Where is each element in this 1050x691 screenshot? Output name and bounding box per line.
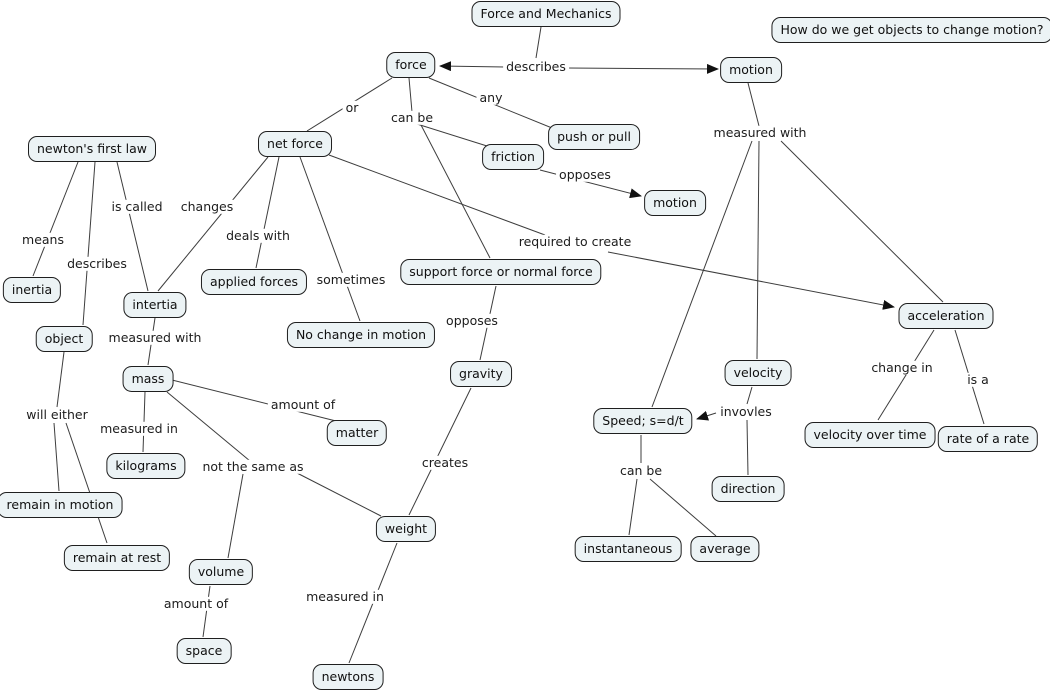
- link-is-a[interactable]: is a: [964, 373, 992, 387]
- link-describes-left[interactable]: describes: [64, 257, 130, 271]
- node-inertia[interactable]: inertia: [3, 277, 61, 303]
- node-weight[interactable]: weight: [376, 516, 436, 542]
- node-speed[interactable]: Speed; s=d/t: [593, 408, 692, 434]
- node-instantaneous[interactable]: instantaneous: [575, 536, 682, 562]
- link-measured-with-motion[interactable]: measured with: [711, 126, 810, 140]
- edge-force-canbe: [409, 78, 412, 112]
- link-not-the-same-as[interactable]: not the same as: [199, 460, 306, 474]
- edge-title-describes: [536, 27, 541, 58]
- link-creates[interactable]: creates: [419, 456, 471, 470]
- edge-describes-force-arrow: [440, 66, 505, 67]
- node-newtons-first-law[interactable]: newton's first law: [28, 136, 156, 162]
- link-describes-top[interactable]: describes: [503, 60, 569, 74]
- edge-netforce-sometimes-nochange: [300, 157, 360, 321]
- node-net-force[interactable]: net force: [258, 131, 332, 157]
- edge-notthesameas-weight: [297, 473, 381, 516]
- edge-measuredwith-velocity: [757, 141, 759, 359]
- edge-willeither-remaininmotion: [54, 423, 59, 491]
- edge-velocity-invovles: [747, 387, 752, 404]
- edge-canbe-instantaneous: [629, 479, 637, 535]
- node-velocity[interactable]: velocity: [725, 360, 792, 386]
- link-any[interactable]: any: [477, 91, 506, 105]
- link-measured-in-kg[interactable]: measured in: [97, 422, 181, 436]
- node-push-or-pull[interactable]: push or pull: [548, 124, 640, 150]
- edge-willeither-remainatrest: [66, 423, 107, 543]
- node-mass[interactable]: mass: [123, 366, 174, 392]
- node-gravity[interactable]: gravity: [450, 361, 512, 387]
- link-will-either[interactable]: will either: [23, 408, 90, 422]
- link-opposes-friction[interactable]: opposes: [556, 168, 614, 182]
- edge-object-willeither: [57, 352, 64, 407]
- node-newtons[interactable]: newtons: [313, 664, 384, 690]
- node-rate-of-a-rate[interactable]: rate of a rate: [938, 426, 1038, 452]
- node-matter[interactable]: matter: [327, 420, 387, 446]
- edge-measuredwith-acceleration: [781, 141, 943, 302]
- edge-requiredtocreate-acceleration-arrow: [608, 252, 894, 307]
- node-acceleration[interactable]: acceleration: [898, 303, 993, 329]
- edge-canbe-average: [650, 479, 716, 536]
- link-can-be-top[interactable]: can be: [388, 111, 436, 125]
- edge-describes-motion-arrow: [567, 68, 718, 69]
- node-remain-at-rest[interactable]: remain at rest: [64, 545, 170, 571]
- node-friction[interactable]: friction: [482, 144, 544, 170]
- edge-canbe-friction: [417, 124, 487, 146]
- link-changes[interactable]: changes: [178, 200, 237, 214]
- node-force[interactable]: force: [386, 52, 435, 78]
- edge-motion-measuredwith: [748, 83, 759, 126]
- edge-gravity-creates-weight: [409, 388, 471, 515]
- edge-law-iscalled-intertia: [117, 162, 148, 291]
- link-required-to-create[interactable]: required to create: [516, 235, 635, 249]
- link-amount-of-space[interactable]: amount of: [161, 597, 231, 611]
- edge-netforce-dealswith-appliedforces: [256, 157, 279, 268]
- edge-volume-amountof-space: [203, 586, 210, 637]
- node-support-force[interactable]: support force or normal force: [400, 259, 601, 285]
- node-average[interactable]: average: [690, 536, 759, 562]
- link-means[interactable]: means: [19, 233, 67, 247]
- edge-notthesameas-volume: [228, 474, 243, 558]
- edge-invovles-direction: [747, 420, 748, 475]
- link-measured-with-intertia[interactable]: measured with: [106, 331, 205, 345]
- link-sometimes[interactable]: sometimes: [314, 273, 389, 287]
- node-applied-forces[interactable]: applied forces: [201, 269, 307, 295]
- node-motion[interactable]: motion: [720, 57, 782, 83]
- link-change-in[interactable]: change in: [868, 361, 935, 375]
- link-invovles[interactable]: invovles: [717, 405, 775, 419]
- node-remain-in-motion[interactable]: remain in motion: [0, 492, 122, 518]
- node-direction[interactable]: direction: [712, 476, 785, 502]
- node-force-and-mechanics[interactable]: Force and Mechanics: [472, 1, 621, 27]
- node-intertia[interactable]: intertia: [123, 292, 186, 318]
- link-measured-in-newtons[interactable]: measured in: [303, 590, 387, 604]
- link-is-called[interactable]: is called: [108, 200, 165, 214]
- node-velocity-over-time[interactable]: velocity over time: [805, 422, 936, 448]
- link-deals-with[interactable]: deals with: [223, 229, 293, 243]
- node-space[interactable]: space: [177, 638, 232, 664]
- node-volume[interactable]: volume: [189, 559, 253, 585]
- edge-invovles-speed-arrow: [697, 413, 716, 419]
- edge-law-describes-object: [83, 162, 95, 325]
- node-no-change-in-motion[interactable]: No change in motion: [287, 322, 435, 348]
- node-kilograms[interactable]: kilograms: [106, 453, 185, 479]
- link-or[interactable]: or: [343, 101, 362, 115]
- node-focus-question[interactable]: How do we get objects to change motion?: [771, 17, 1050, 43]
- link-opposes-support[interactable]: opposes: [443, 314, 501, 328]
- node-object[interactable]: object: [36, 326, 93, 352]
- link-amount-of-matter[interactable]: amount of: [268, 398, 338, 412]
- edge-canbe-supportforce: [421, 125, 490, 258]
- node-motion-2[interactable]: motion: [644, 190, 706, 216]
- link-can-be-speed[interactable]: can be: [617, 464, 665, 478]
